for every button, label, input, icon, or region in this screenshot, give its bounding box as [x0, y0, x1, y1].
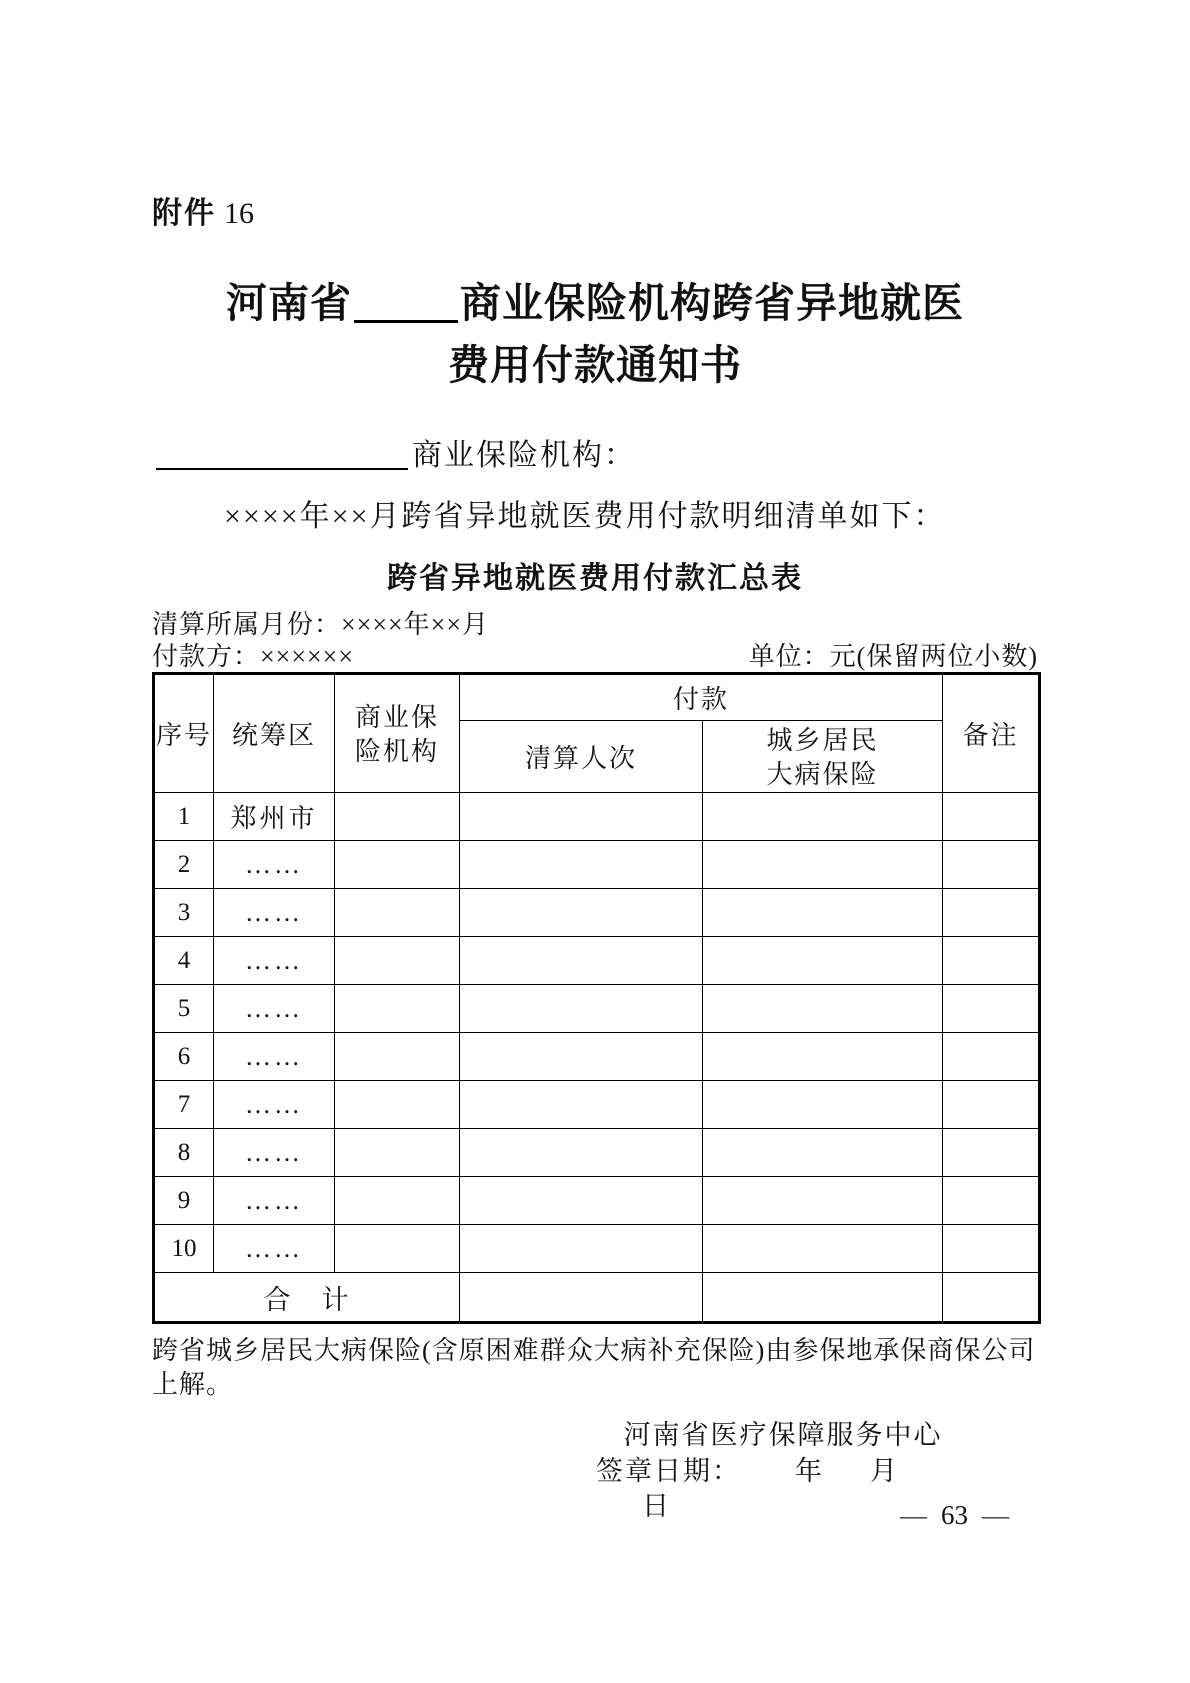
cell-seq: 7 [154, 1081, 214, 1129]
cell-resident-empty [703, 937, 943, 985]
page-number [900, 1500, 1009, 1531]
cell-count-empty [460, 1081, 703, 1129]
cell-insurer-empty [335, 1177, 460, 1225]
header-seq: 序号 [154, 674, 214, 793]
cell-region: …… [214, 985, 335, 1033]
header-resident-line1: 城乡居民 [766, 724, 879, 755]
attachment-label-text: 附件 [152, 197, 216, 230]
cell-remark-empty [943, 1081, 1040, 1129]
cell-insurer-empty [335, 937, 460, 985]
cell-insurer-empty [335, 1225, 460, 1273]
document-title-line2: 费用付款通知书 [448, 342, 742, 388]
table-row-6 [154, 1033, 1040, 1081]
payment-summary-table [152, 672, 1041, 1324]
cell-seq: 4 [154, 937, 214, 985]
total-remark-empty [943, 1273, 1040, 1323]
payer-line: 付款方：×××××× [152, 642, 354, 671]
meta-row [152, 636, 1038, 673]
signature-day-label: 日 [642, 1491, 671, 1521]
cell-count-empty [460, 1177, 703, 1225]
table-row-10 [154, 1225, 1040, 1273]
signature-org: 河南省医疗保障服务中心 [623, 1420, 943, 1450]
cell-remark-empty [943, 1225, 1040, 1273]
document-title [0, 272, 1190, 396]
cell-count-empty [460, 841, 703, 889]
cell-region: …… [214, 937, 335, 985]
cell-resident-empty [703, 1177, 943, 1225]
cell-resident-empty [703, 1033, 943, 1081]
page-number-right-dash: — [982, 1500, 1009, 1530]
cell-insurer-empty [335, 793, 460, 841]
header-settlement-count: 清算人次 [460, 721, 703, 793]
cell-count-empty [460, 1225, 703, 1273]
table-row-1 [154, 793, 1040, 841]
total-count-empty [460, 1273, 703, 1323]
table-total-row [154, 1273, 1040, 1323]
cell-count-empty [460, 889, 703, 937]
cell-insurer-empty [335, 1129, 460, 1177]
header-insurer-line1: 商业保 [354, 701, 439, 732]
table-row-3 [154, 889, 1040, 937]
cell-insurer-empty [335, 841, 460, 889]
cell-count-empty [460, 1129, 703, 1177]
page-number-value: 63 [941, 1500, 968, 1530]
cell-seq: 9 [154, 1177, 214, 1225]
header-insurer [335, 674, 460, 793]
intro-line: ××××年××月跨省异地就医费用付款明细清单如下： [224, 500, 946, 533]
cell-count-empty [460, 985, 703, 1033]
total-label-cell: 合 计 [154, 1273, 460, 1323]
cell-region: …… [214, 1129, 335, 1177]
cell-region: 郑州市 [214, 793, 335, 841]
cell-resident-empty [703, 889, 943, 937]
cell-count-empty [460, 937, 703, 985]
header-resident-insurance [703, 721, 943, 793]
cell-resident-empty [703, 1129, 943, 1177]
cell-seq: 2 [154, 841, 214, 889]
cell-region: …… [214, 1081, 335, 1129]
cell-resident-empty [703, 793, 943, 841]
title-suffix: 商业保险机构跨省异地就医 [460, 280, 964, 326]
attachment-label-number: 16 [224, 197, 254, 230]
cell-seq: 10 [154, 1225, 214, 1273]
signature-date-label: 签章日期： [596, 1456, 741, 1486]
header-region: 统筹区 [214, 674, 335, 793]
cell-seq: 6 [154, 1033, 214, 1081]
table-row-5 [154, 985, 1040, 1033]
cell-count-empty [460, 793, 703, 841]
signature-year-label: 年 [795, 1456, 824, 1486]
document-title-line1 [0, 272, 1190, 334]
header-row-top [154, 674, 1040, 721]
cell-remark-empty [943, 841, 1040, 889]
cell-resident-empty [703, 1225, 943, 1273]
cell-resident-empty [703, 985, 943, 1033]
table-row-7 [154, 1081, 1040, 1129]
salutation-line [156, 436, 636, 476]
salutation-label: 商业保险机构： [412, 439, 636, 472]
attachment-label [152, 196, 254, 232]
cell-insurer-empty [335, 1033, 460, 1081]
cell-resident-empty [703, 841, 943, 889]
signature-month-label: 月 [870, 1456, 899, 1486]
salutation-blank-underline [156, 438, 408, 470]
summary-table-title: 跨省异地就医费用付款汇总表 [387, 562, 803, 595]
cell-region: …… [214, 889, 335, 937]
cell-remark-empty [943, 889, 1040, 937]
cell-region: …… [214, 1225, 335, 1273]
cell-remark-empty [943, 793, 1040, 841]
header-remark: 备注 [943, 674, 1040, 793]
total-resident-empty [703, 1273, 943, 1323]
cell-region: …… [214, 1033, 335, 1081]
cell-remark-empty [943, 985, 1040, 1033]
header-resident-line2: 大病保险 [766, 758, 879, 789]
cell-remark-empty [943, 937, 1040, 985]
cell-count-empty [460, 1033, 703, 1081]
header-insurer-line2: 险机构 [354, 735, 439, 766]
table-row-4 [154, 937, 1040, 985]
unit-note: 单位：元(保留两位小数) [748, 642, 1038, 671]
cell-seq: 1 [154, 793, 214, 841]
settlement-period-line: 清算所属月份：××××年××月 [152, 610, 489, 639]
title-prefix: 河南省 [226, 280, 352, 326]
header-payment-group: 付款 [460, 674, 943, 721]
cell-seq: 3 [154, 889, 214, 937]
cell-remark-empty [943, 1177, 1040, 1225]
table-footnote: 跨省城乡居民大病保险(含原困难群众大病补充保险)由参保地承保商保公司上解。 [152, 1336, 1036, 1399]
page-number-left-dash: — [900, 1500, 927, 1530]
cell-region: …… [214, 1177, 335, 1225]
table-row-9 [154, 1177, 1040, 1225]
table-row-8 [154, 1129, 1040, 1177]
cell-region: …… [214, 841, 335, 889]
cell-insurer-empty [335, 1081, 460, 1129]
cell-remark-empty [943, 1129, 1040, 1177]
cell-insurer-empty [335, 985, 460, 1033]
cell-resident-empty [703, 1081, 943, 1129]
cell-seq: 5 [154, 985, 214, 1033]
cell-insurer-empty [335, 889, 460, 937]
cell-seq: 8 [154, 1129, 214, 1177]
title-blank-underline [354, 279, 458, 323]
cell-remark-empty [943, 1033, 1040, 1081]
table-row-2 [154, 841, 1040, 889]
